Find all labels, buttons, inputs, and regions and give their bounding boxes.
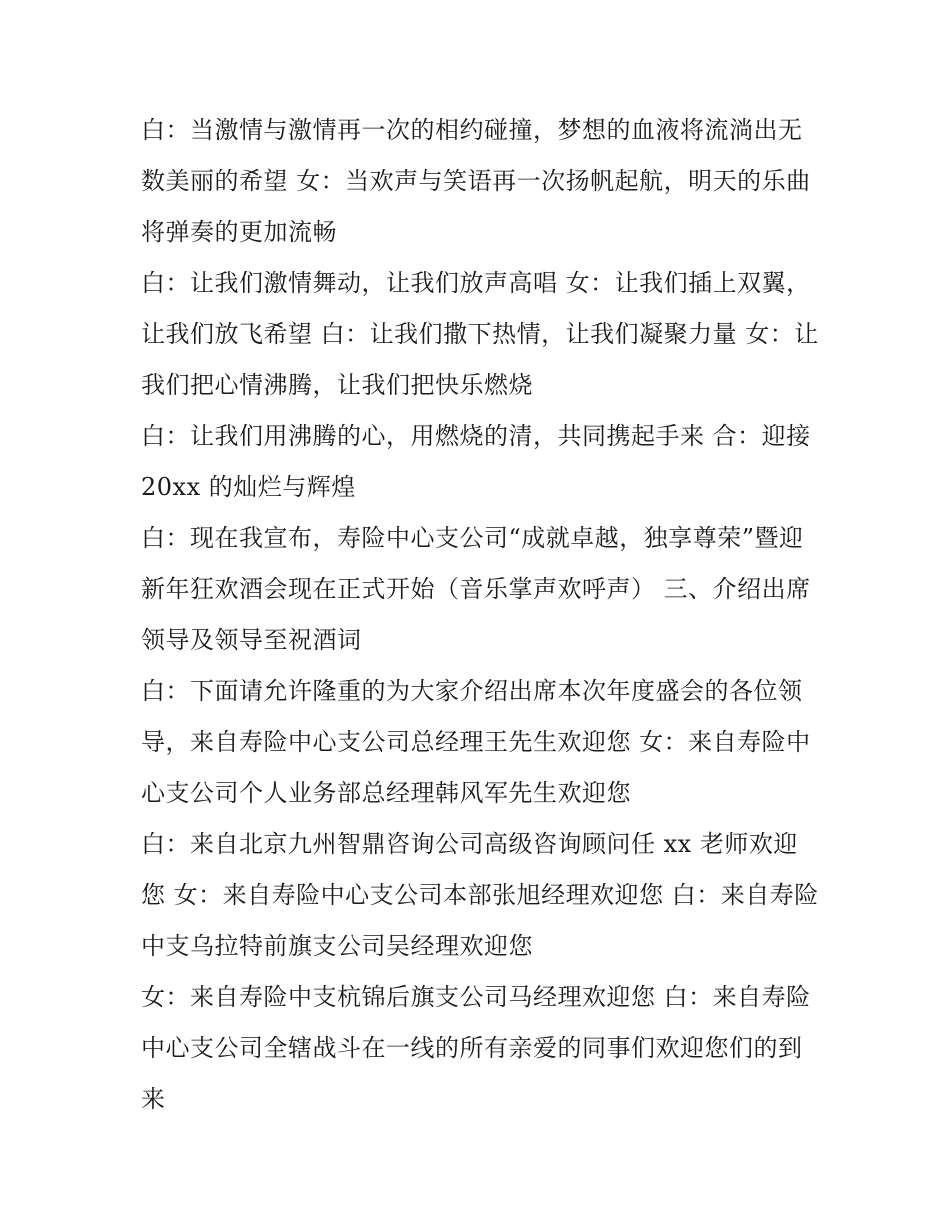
script-paragraph-2: 白：让我们激情舞动，让我们放声高唱 女：让我们插上双翼，让我们放飞希望 白：让我们撒下热情，让我们凝聚力量 女：让我们把心情沸腾，让我们把快乐燃烧 [141,269,819,399]
script-paragraph-5: 白：下面请允许隆重的为大家介绍出席本次年度盛会的各位领导，来自寿险中心支公司总经理王先生欢迎您 女：来自寿险中心支公司个人业务部总经理韩风军先生欢迎您 [141,677,811,807]
script-paragraph-3: 白：让我们用沸腾的心，用燃烧的清，共同携起手来 合：迎接 20xx 的灿烂与辉煌 [141,422,811,501]
script-paragraph-6: 白：来自北京九州智鼎咨询公司高级咨询顾问任 xx 老师欢迎您 女：来自寿险中心支公司本部张旭经理欢迎您 白：来自寿险中支乌拉特前旗支公司吴经理欢迎您 [141,830,819,960]
script-paragraph-1: 白：当激情与激情再一次的相约碰撞，梦想的血液将流淌出无数美丽的希望 女：当欢声与笑语再一次扬帆起航，明天的乐曲将弹奏的更加流畅 [141,116,811,246]
script-paragraph-4: 白：现在我宣布，寿险中心支公司“成就卓越，独享尊荣”暨迎新年狂欢酒会现在正式开始（音乐掌声欢呼声） 三、介绍出席领导及领导至祝酒词 [141,524,811,654]
document-body [141,105,821,1125]
script-paragraph-7: 女：来自寿险中支杭锦后旗支公司马经理欢迎您 白：来自寿险中心支公司全辖战斗在一线的所有亲爱的同事们欢迎您们的到来 [141,983,811,1113]
